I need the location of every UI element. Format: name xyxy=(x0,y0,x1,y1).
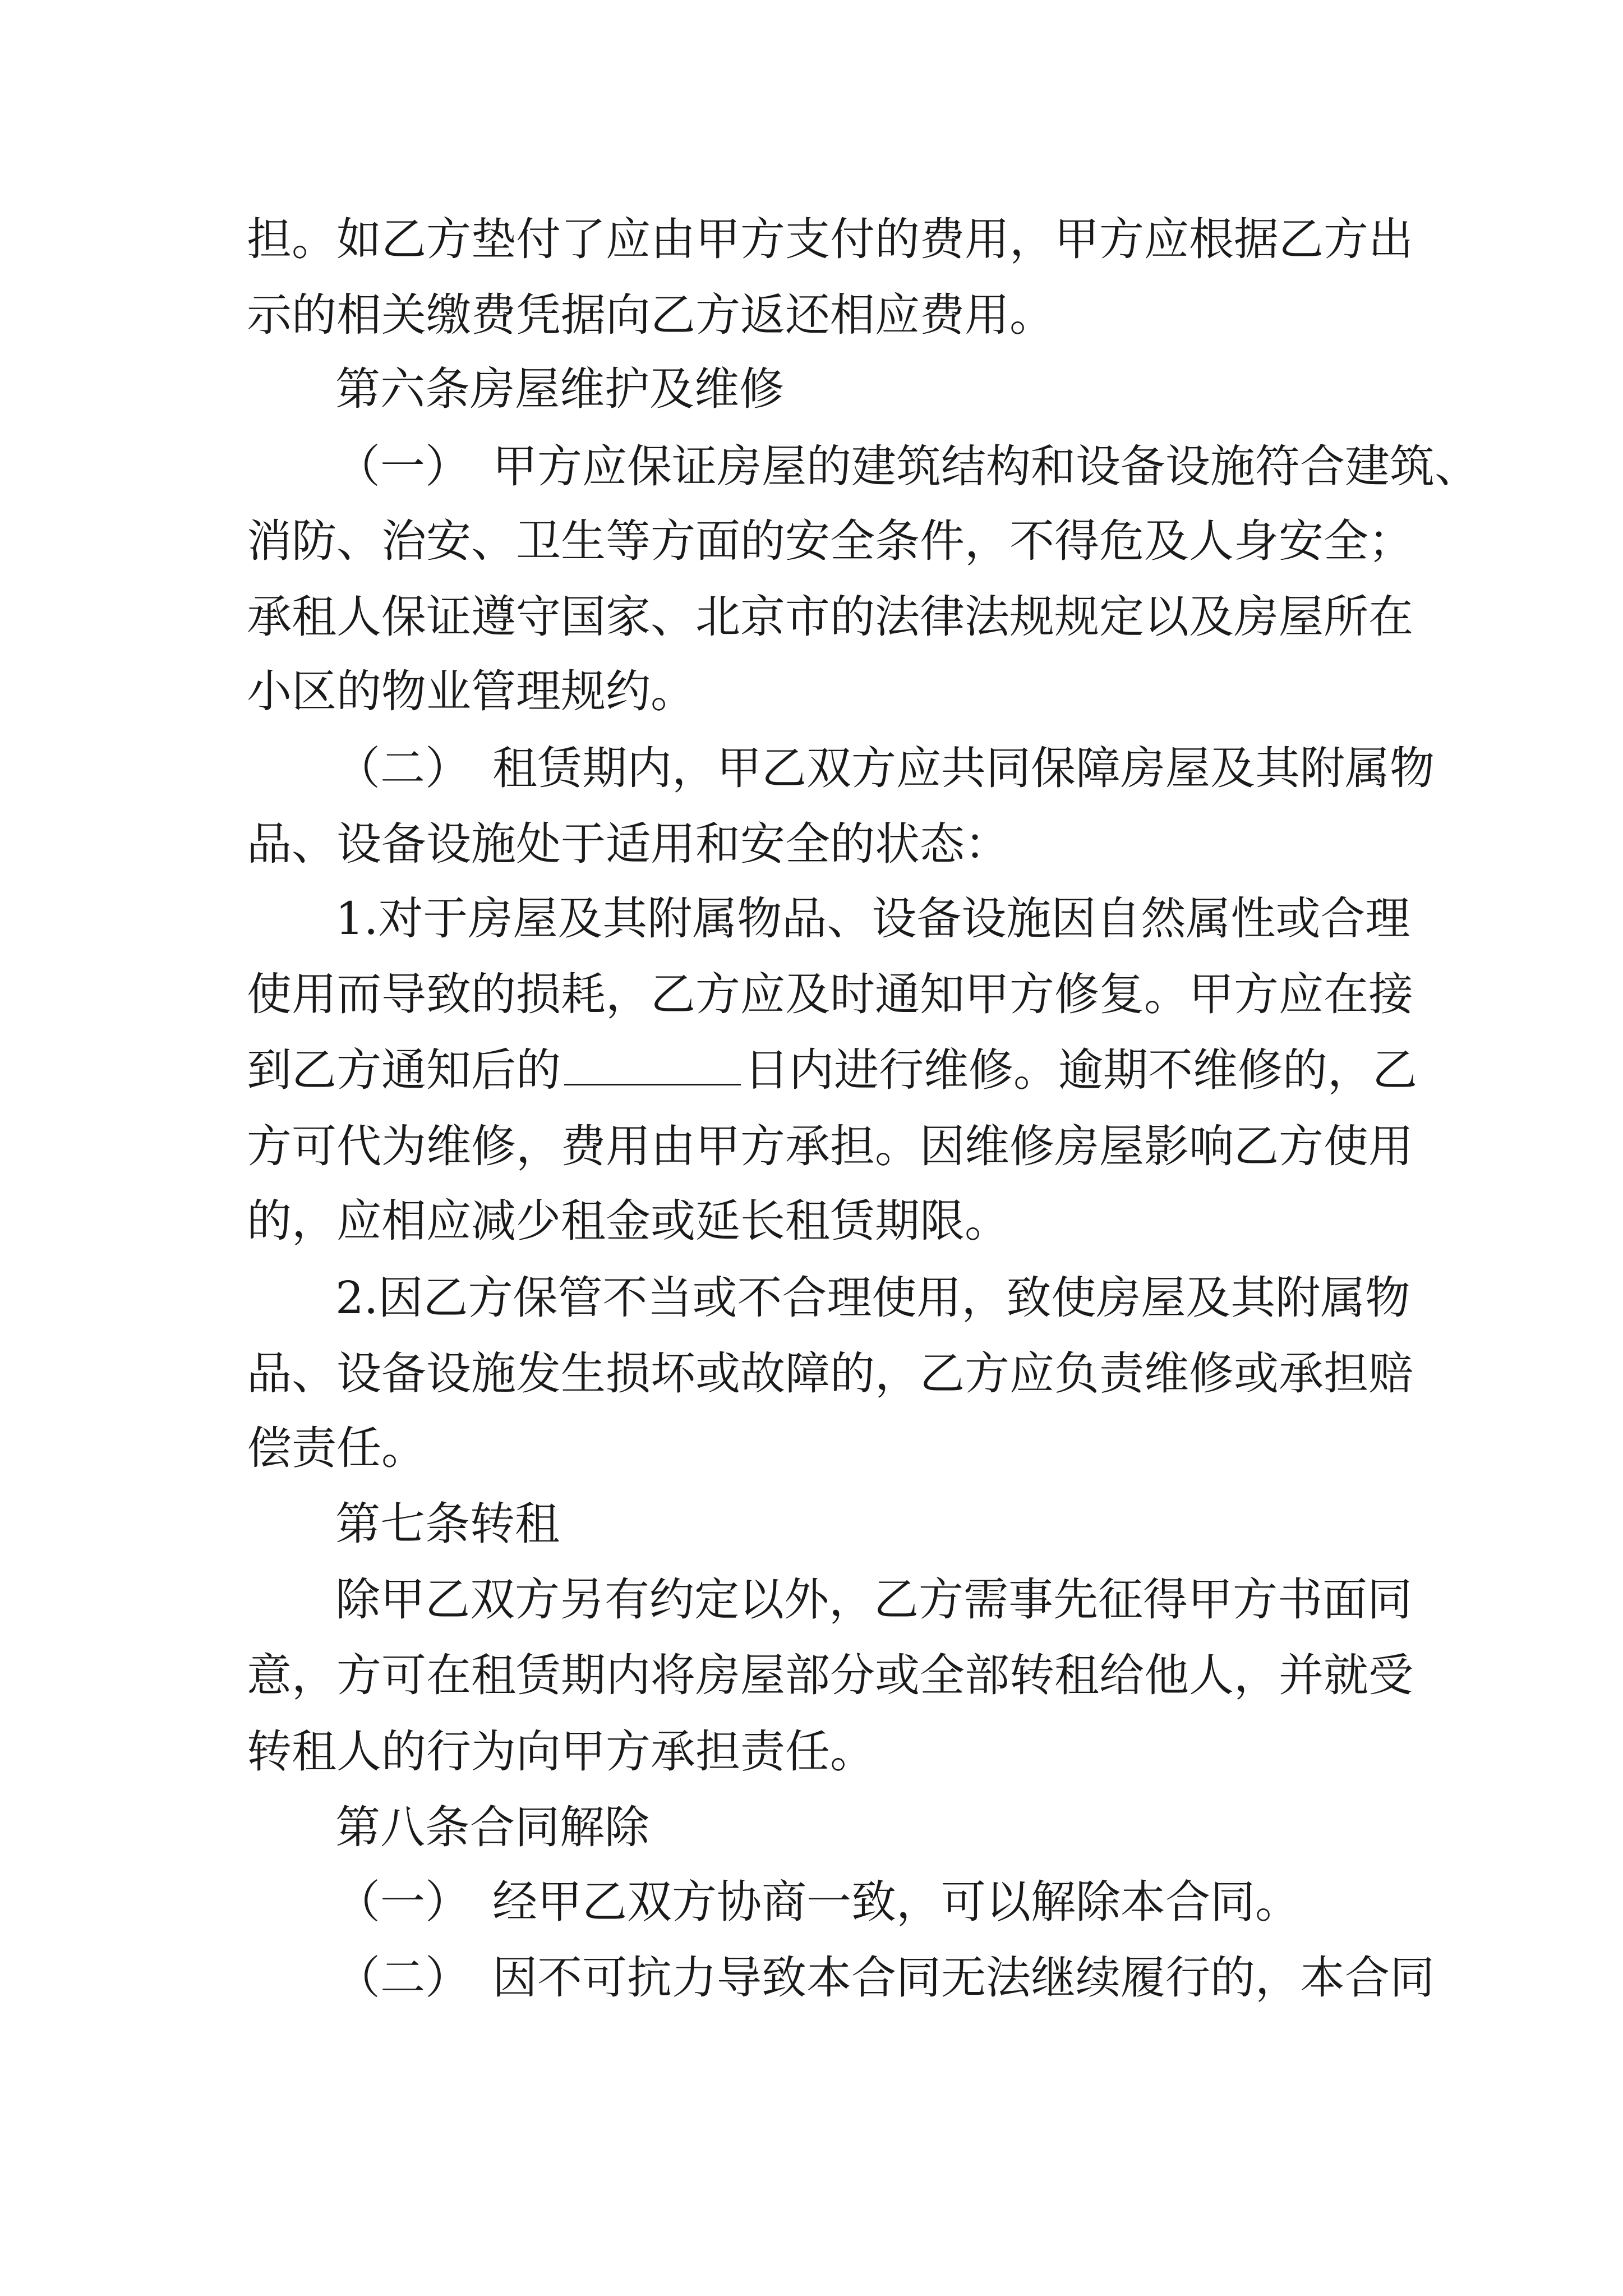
clause-6-1: （一） 甲方应保证房屋的建筑结构和设备设施符合建筑、 xyxy=(335,440,1479,493)
clause-6-2-item-2: 2.因乙方保管不当或不合理使用，致使房屋及其附属物 xyxy=(335,1272,1410,1324)
body-text-line: 偿责任。 xyxy=(247,1422,426,1474)
text-after-blank: 日内进行维修。逾期不维修的，乙 xyxy=(744,1044,1417,1096)
clause-7: 除甲乙双方另有约定以外，乙方需事先征得甲方书面同 xyxy=(335,1573,1412,1626)
body-text-line-with-blank xyxy=(247,1042,1417,1098)
body-text-line: 使用而导致的损耗，乙方应及时通知甲方修复。甲方应在接 xyxy=(247,968,1413,1020)
clause-6-2-item-1: 1.对于房屋及其附属物品、设备设施因自然属性或合理 xyxy=(335,892,1410,945)
section-heading-8: 第八条合同解除 xyxy=(335,1801,649,1853)
section-heading-7: 第七条转租 xyxy=(335,1498,560,1550)
body-text-line: 担。如乙方垫付了应由甲方支付的费用，甲方应根据乙方出 xyxy=(247,213,1413,265)
clause-6-2: （二） 租赁期内，甲乙双方应共同保障房屋及其附属物 xyxy=(335,742,1435,794)
body-text-line: 方可代为维修，费用由甲方承担。因维修房屋影响乙方使用 xyxy=(247,1120,1413,1172)
body-text-line: 品、设备设施处于适用和安全的状态： xyxy=(247,818,1009,870)
body-text-line: 消防、治安、卫生等方面的安全条件，不得危及人身安全； xyxy=(247,515,1413,567)
body-text-line: 的，应相应减少租金或延长租赁期限。 xyxy=(247,1195,1009,1247)
text-before-blank: 到乙方通知后的 xyxy=(247,1044,561,1096)
body-text-line: 示的相关缴费凭据向乙方返还相应费用。 xyxy=(247,289,1054,341)
body-text-line: 品、设备设施发生损坏或故障的，乙方应负责维修或承担赔 xyxy=(247,1347,1413,1400)
body-text-line: 意，方可在租赁期内将房屋部分或全部转租给他人，并就受 xyxy=(247,1649,1413,1701)
body-text-line: 转租人的行为向甲方承担责任。 xyxy=(247,1726,875,1778)
section-heading-6: 第六条房屋维护及维修 xyxy=(335,363,784,415)
body-text-line: 小区的物业管理规约。 xyxy=(247,665,695,717)
fill-in-blank xyxy=(564,1042,741,1085)
clause-8-2: （二） 因不可抗力导致本合同无法继续履行的，本合同 xyxy=(335,1952,1435,2004)
clause-8-1: （一） 经甲乙双方协商一致，可以解除本合同。 xyxy=(335,1876,1300,1928)
body-text-line: 承租人保证遵守国家、北京市的法律法规规定以及房屋所在 xyxy=(247,591,1413,643)
